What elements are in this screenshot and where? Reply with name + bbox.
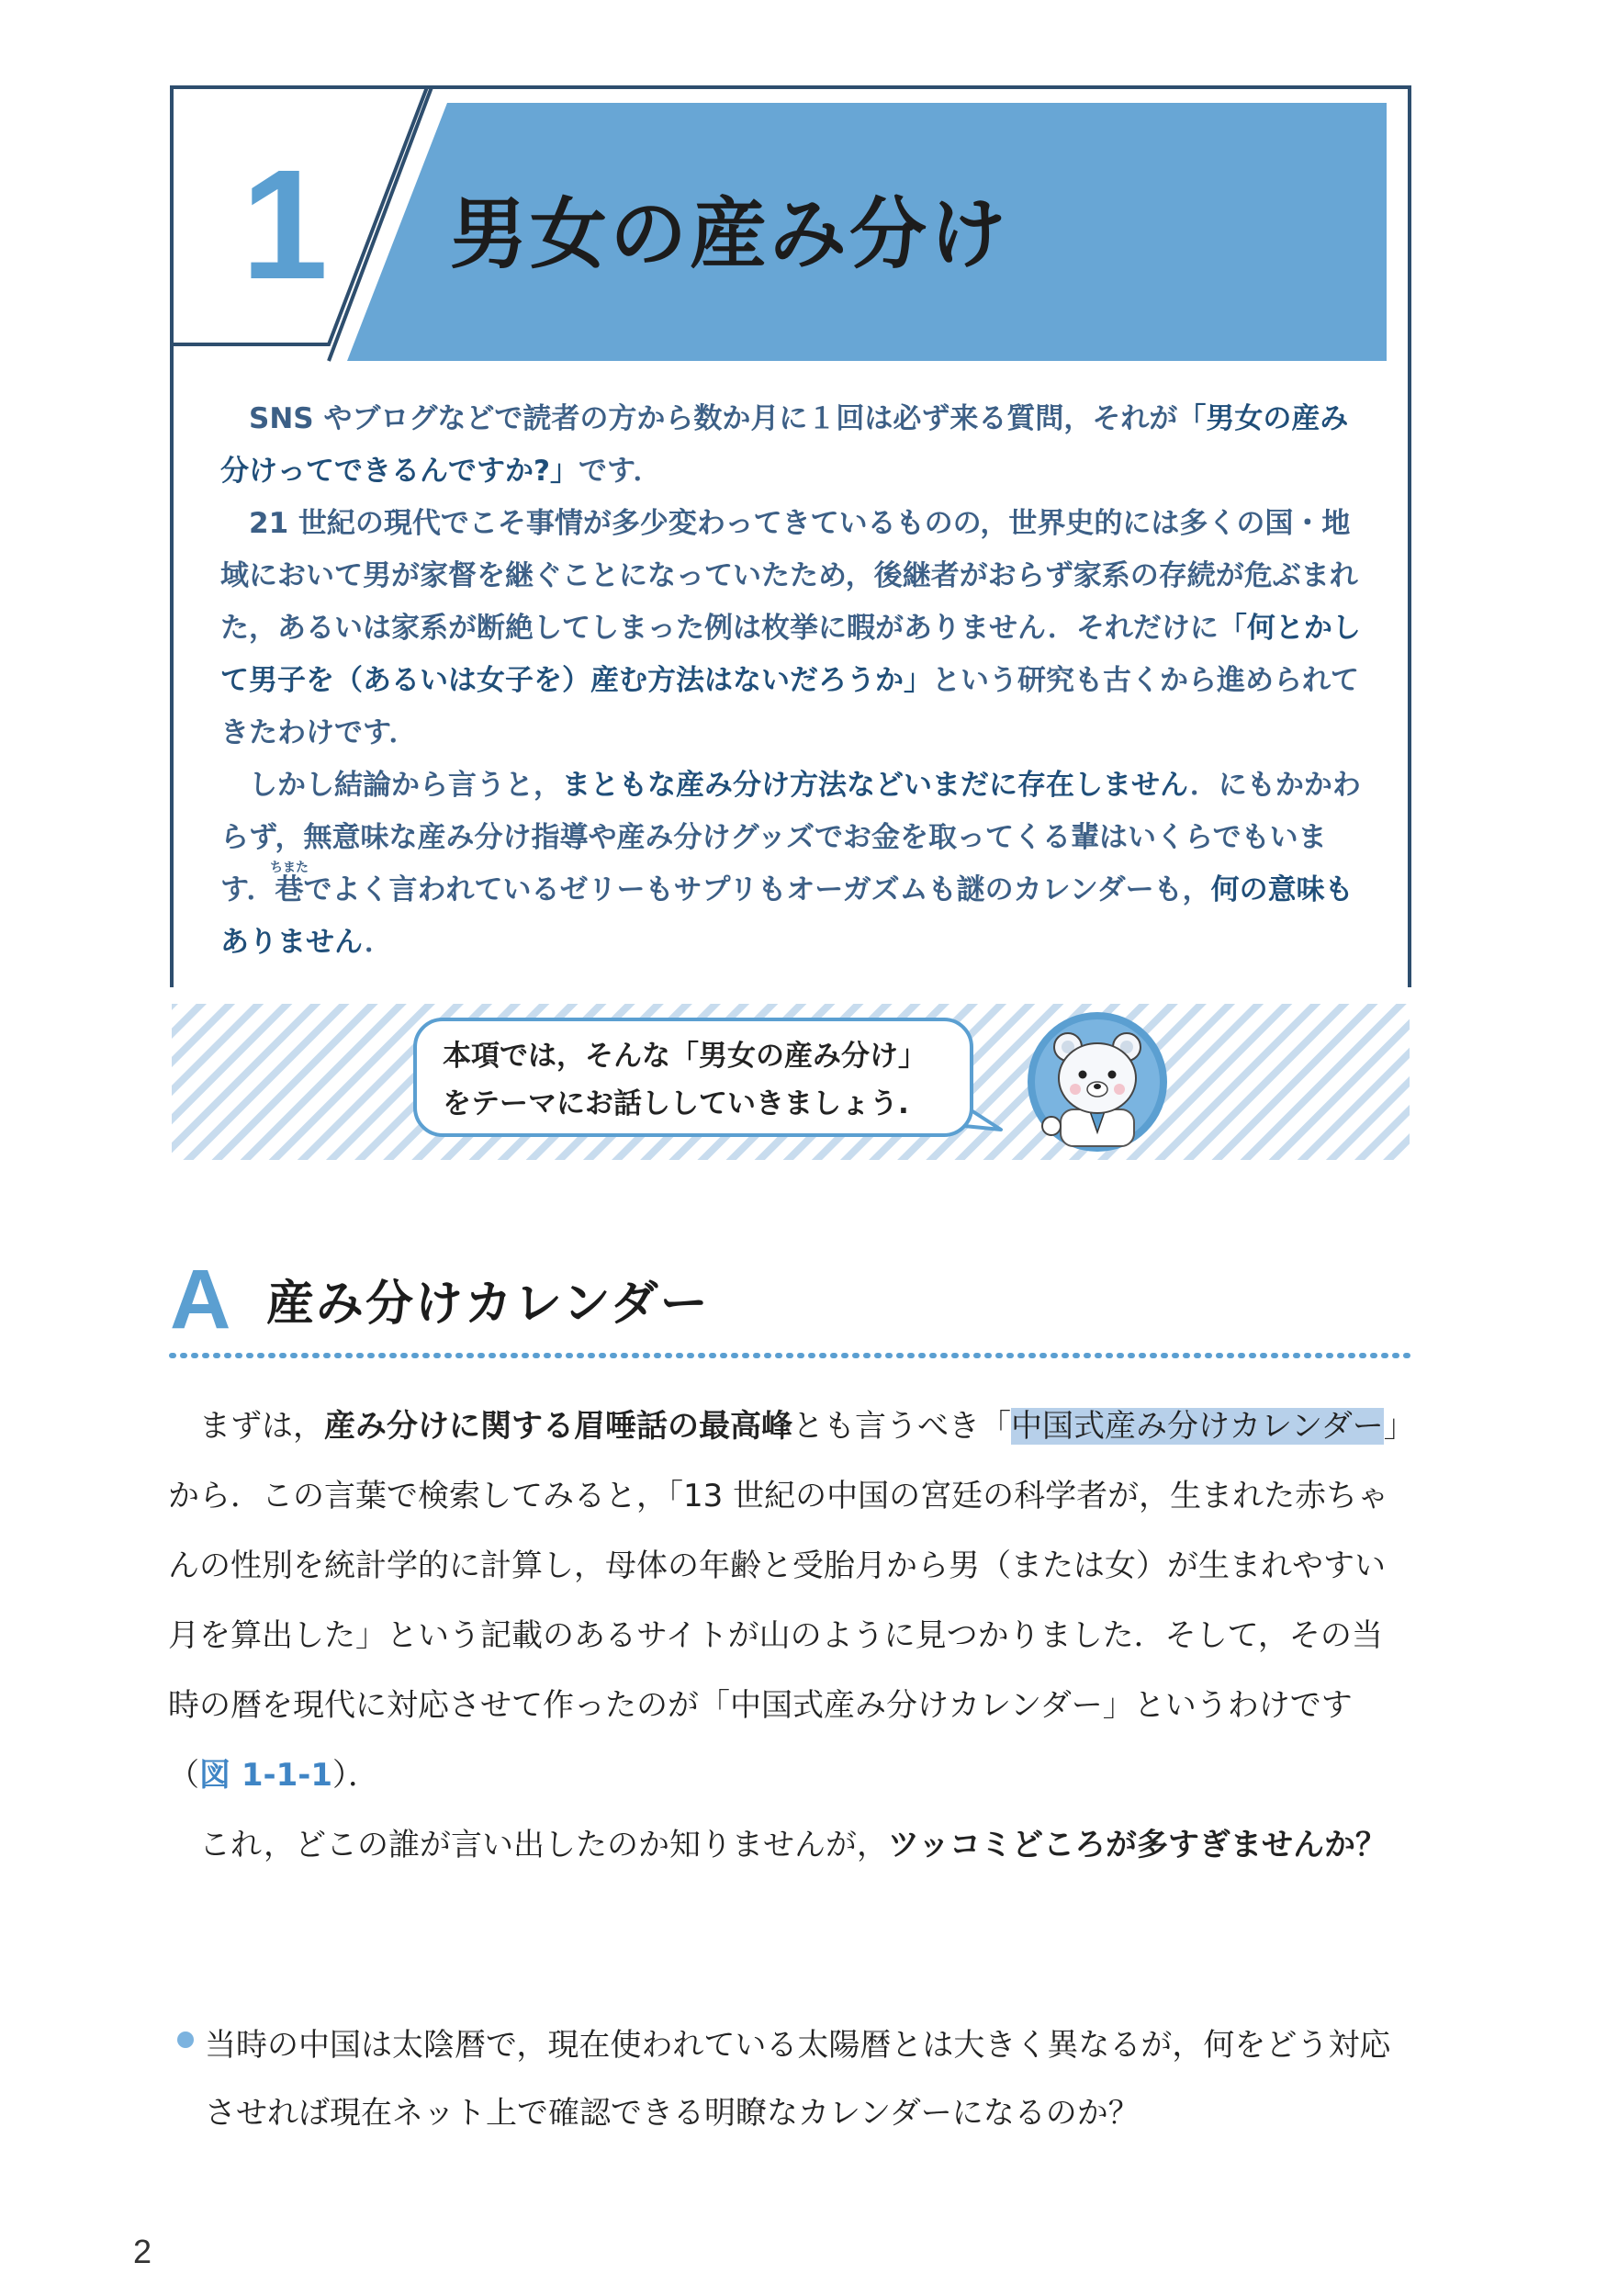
- page-number: 2: [133, 2233, 152, 2270]
- intro-text: [220, 393, 1373, 969]
- highlighted-term: 中国式産み分けカレンダー: [1011, 1408, 1384, 1445]
- section-title: 産み分けカレンダー: [266, 1277, 710, 1332]
- chapter-title: 男女の産み分け: [450, 189, 1010, 279]
- body-paragraph-1: まずは，産み分けに関する眉唾話の最高峰とも言うべき「中国式産み分けカレンダー」から．この言葉で検索してみると，「13 世紀の中国の宮廷の科学者が，生まれた赤ちゃんの性別を統計学的に計算し，母体の年齢と受胎月から男（または女）が生まれやすい月を算出した」という記載のあるサイトが山のように見つかりました．そして，その当時の暦を現代に対応させて作ったのが「中国式産み分けカレンダー」というわけです（図 1-1-1）．: [168, 1408, 1399, 1794]
- bullet-dot-icon: [177, 2032, 194, 2048]
- bear-mascot-icon: [1024, 1008, 1171, 1155]
- intro-paragraph-1: SNS やブログなどで読者の方から数か月に１回は必ず来る質問，それが「男女の産み分けってできるんですか?」です．: [220, 402, 1349, 488]
- ruby-chimata: 巷ちまた: [270, 861, 309, 906]
- speech-bubble-line-1: 本項では，そんな「男女の産み分け」: [443, 1040, 927, 1073]
- speech-bubble: [413, 1018, 973, 1137]
- intro-paragraph-2: 21 世紀の現代でこそ事情が多少変わってきているものの，世界史的には多くの国・地域において男が家督を継ぐことになっていたため，後継者がおらず家系の存続が危ぶまれた，あるいは家系が断絶してしまった例は枚挙に暇がありません．それだけに「何とかして男子を（あるいは女子を）産む方法はないだろうか」という研究も古くから進められてきたわけです．: [220, 507, 1361, 749]
- bullet-item: 当時の中国は太陰暦で，現在使われている太陽暦とは大きく異なるが，何をどう対応させれば現在ネット上で確認できる明瞭なカレンダーになるのか？: [205, 2027, 1391, 2132]
- section-body: [168, 1391, 1403, 1880]
- intro-paragraph-3: しかし結論から言うと，まともな産み分け方法などいまだに存在しません．にもかかわらず，無意味な産み分け指導や産み分けグッズでお金を取ってくる輩はいくらでもいます．巷ちまたでよく言われているゼリーもサプリもオーガズムも謎のカレンダーも，何の意味もありません．: [220, 769, 1361, 959]
- chapter-number: 1: [241, 138, 329, 312]
- figure-reference-link[interactable]: 図 1-1-1: [199, 1757, 333, 1794]
- body-paragraph-2: これ，どこの誰が言い出したのか知りませんが，ツッコミどころが多すぎませんか？: [199, 1827, 1388, 1863]
- speech-bubble-line-2: をテーマにお話ししていきましょう.: [443, 1087, 909, 1120]
- section-letter: A: [170, 1253, 231, 1346]
